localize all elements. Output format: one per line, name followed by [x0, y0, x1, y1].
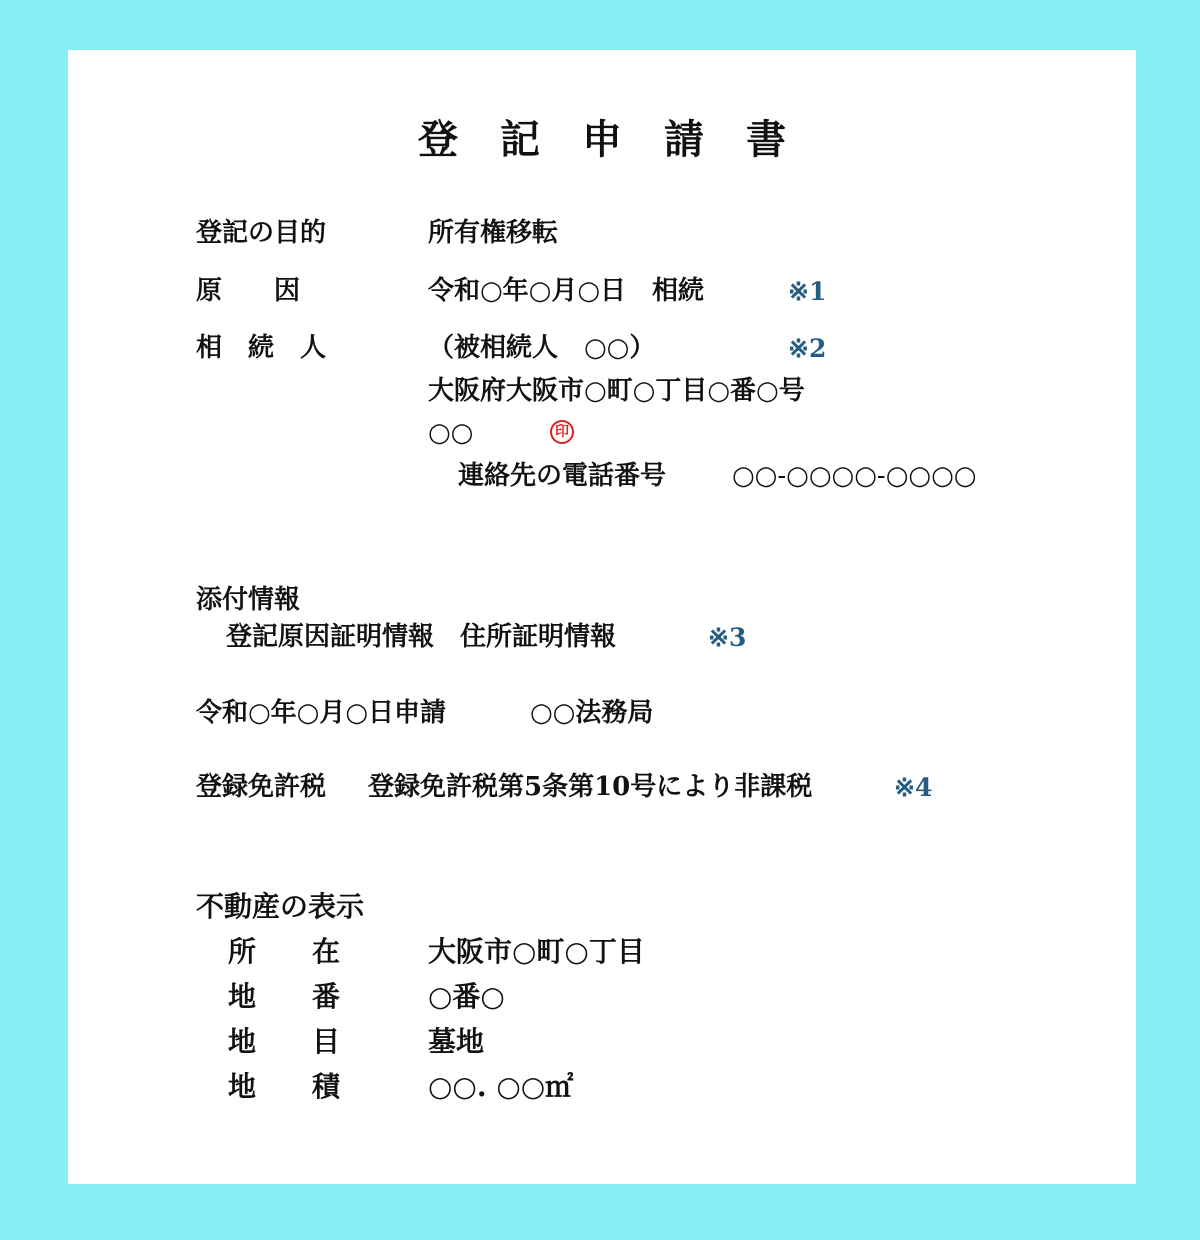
property-row-label: 地 目	[228, 1025, 341, 1058]
attachments-note: ※3	[708, 623, 747, 652]
cause-note: ※1	[788, 277, 827, 306]
document-title: 登記申請書	[418, 116, 828, 163]
application-date: 令和○年○月○日申請	[196, 698, 447, 728]
property-row-value: ○○. ○○㎡	[428, 1070, 574, 1103]
property-row-value: 墓地	[428, 1025, 485, 1058]
cause-label: 原 因	[196, 276, 301, 306]
document-page	[68, 50, 1136, 1184]
heir-address: 大阪府大阪市○町○丁目○番○号	[428, 376, 805, 406]
property-heading: 不動産の表示	[196, 890, 365, 923]
tax-value: 登録免許税第5条第10号により非課税	[368, 772, 813, 802]
property-row-label: 地 積	[228, 1070, 341, 1103]
heir-note: ※2	[788, 334, 827, 363]
purpose-value: 所有権移転	[428, 218, 559, 248]
cause-value: 令和○年○月○日 相続	[428, 276, 705, 306]
phone-value: ○○-○○○○-○○○○	[732, 461, 977, 491]
property-row-value: 大阪市○町○丁目	[428, 935, 645, 968]
application-office: ○○法務局	[530, 698, 654, 728]
decedent-value: （被相続人 ○○）	[428, 333, 656, 363]
phone-label: 連絡先の電話番号	[458, 461, 667, 491]
attachments-label: 添付情報	[196, 585, 301, 615]
property-row-label: 地 番	[228, 980, 341, 1013]
property-row-label: 所 在	[228, 935, 341, 968]
attachments-items: 登記原因証明情報 住所証明情報	[226, 622, 617, 652]
heir-name: ○○	[428, 418, 474, 448]
seal-stamp-icon: 印	[550, 420, 574, 444]
heir-label: 相 続 人	[196, 333, 327, 363]
tax-note: ※4	[894, 773, 933, 802]
purpose-label: 登記の目的	[196, 218, 327, 248]
property-row-value: ○番○	[428, 980, 505, 1013]
tax-label: 登録免許税	[196, 772, 327, 802]
